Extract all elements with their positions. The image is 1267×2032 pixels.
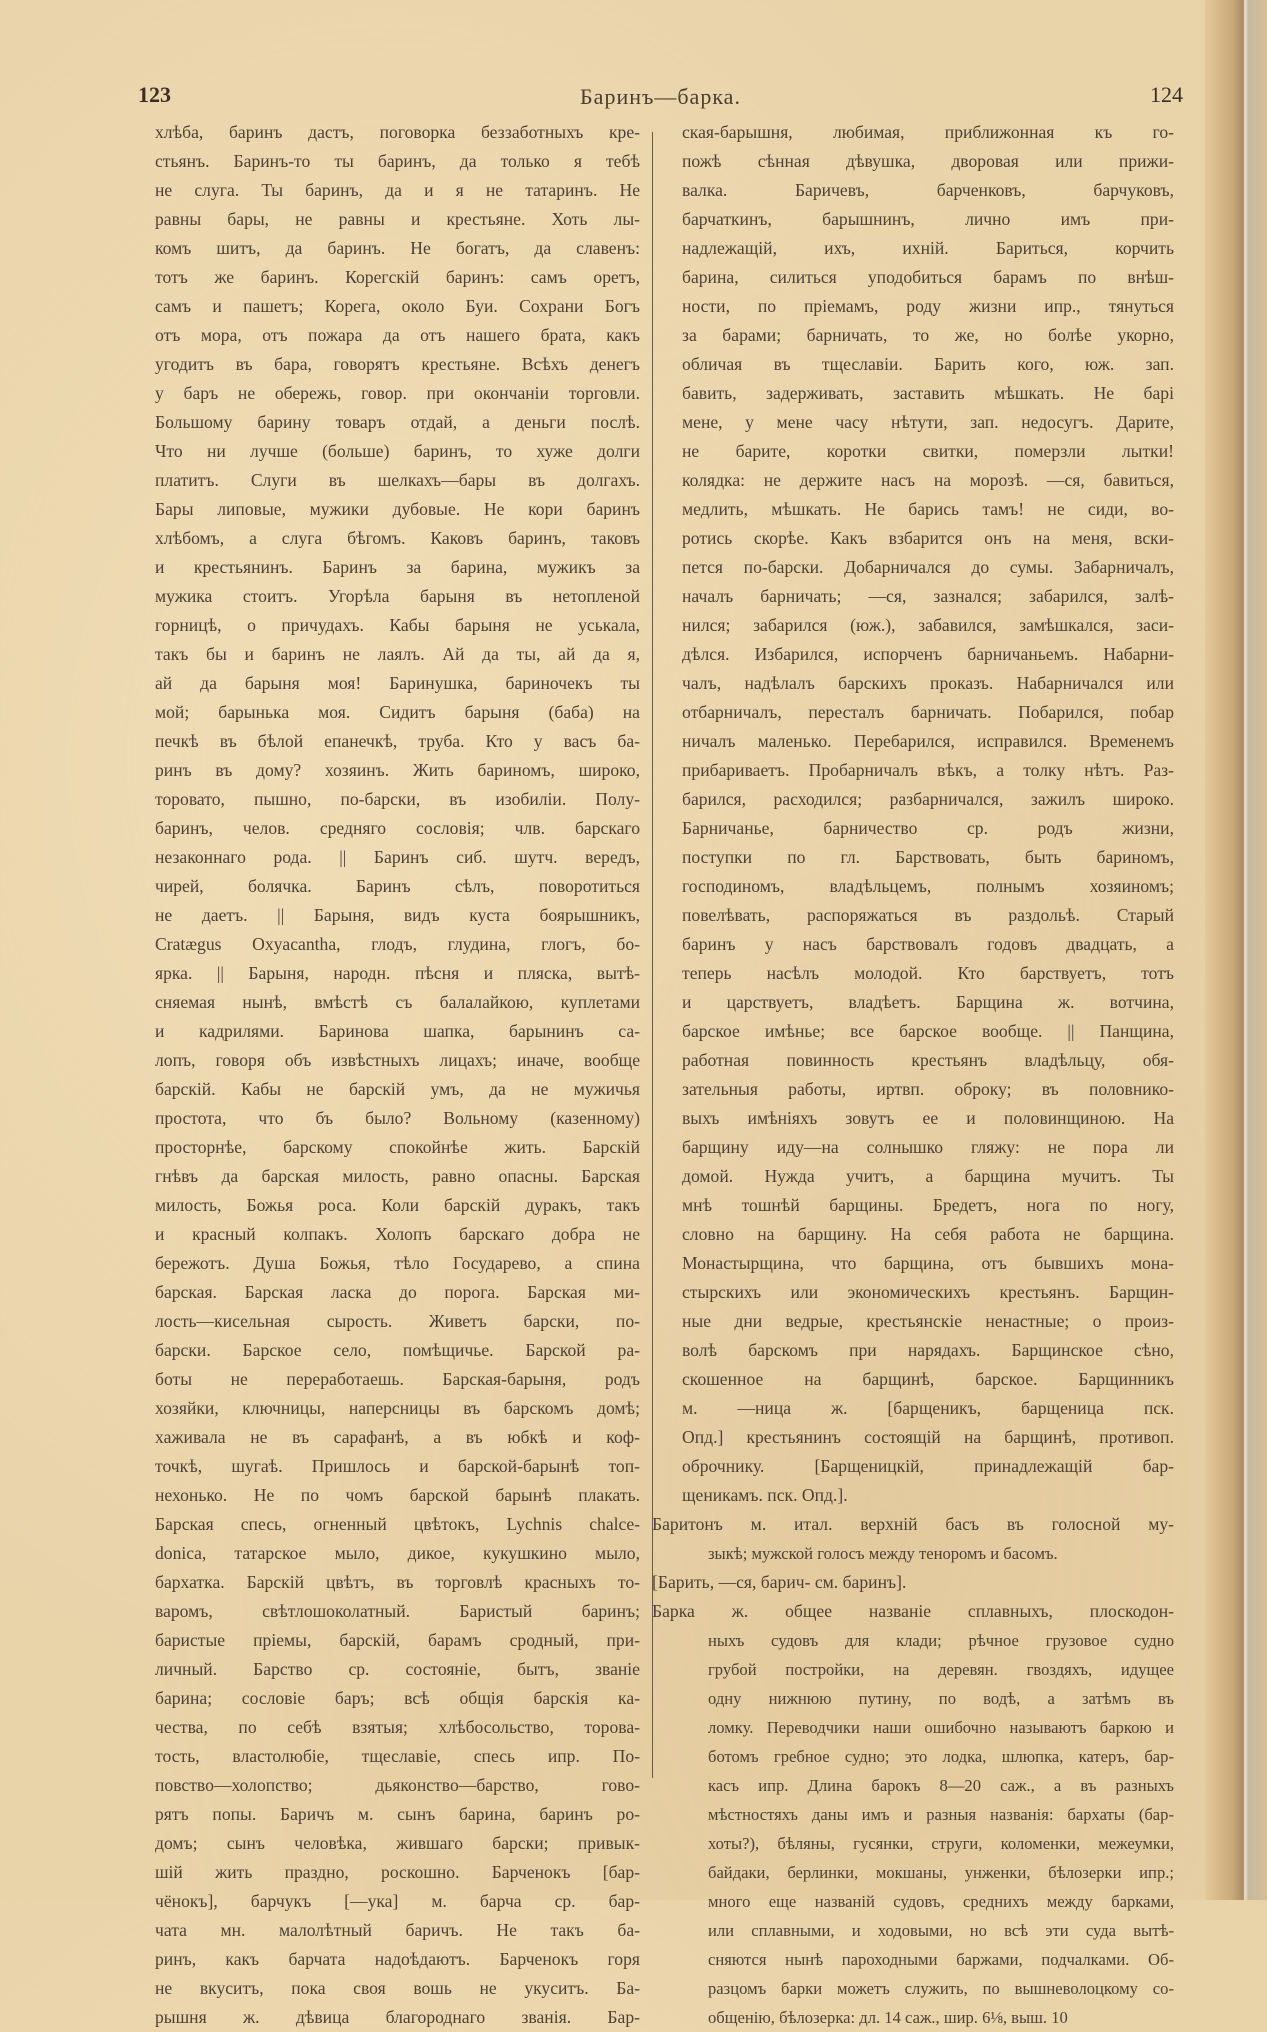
text-line: ская-барышня, любимая, приближонная къ го- bbox=[682, 122, 1174, 142]
text-line: за барами; барничать, то же, но болѣе укорно, bbox=[682, 325, 1174, 345]
text-line: рятъ попы. Баричъ м. сынъ барина, баринъ ро- bbox=[155, 1804, 640, 1824]
text-line: чалъ, надѣлалъ барскихъ проказъ. Набарничался или bbox=[682, 673, 1174, 693]
text-line: ломку. Переводчики наши ошибочно называютъ баркою и bbox=[708, 1718, 1174, 1737]
text-line: медлить, мѣшкать. Не барись тамъ! не сиди, во- bbox=[682, 499, 1174, 519]
text-line: барчаткинъ, барышнинъ, лично имъ при- bbox=[682, 209, 1174, 229]
text-line: такъ бы и баринъ не лаялъ. Ай да ты, ай да я, bbox=[155, 644, 640, 664]
text-line: дѣлся. Избарился, испорченъ барничаньемъ. Набарни- bbox=[682, 644, 1174, 664]
text-line: и красный колпакъ. Холопъ барскаго добра не bbox=[155, 1224, 640, 1244]
text-line: сняемая нынѣ, вмѣстѣ съ балалайкою, куплетами bbox=[155, 992, 640, 1012]
text-line: пется по-барски. Добарничался до сумы. Забарничалъ, bbox=[682, 557, 1174, 577]
text-line: личный. Барство ср. состояніе, бытъ, званіе bbox=[155, 1659, 640, 1679]
text-line: Барская спесь, огненный цвѣтокъ, Lychnis chalce- bbox=[155, 1514, 640, 1534]
text-line: мой; барынька моя. Сидитъ барыня (баба) на bbox=[155, 702, 640, 722]
text-line: щеникамъ. пск. Опд.]. bbox=[682, 1485, 848, 1505]
text-line: зыкѣ; мужской голосъ между теноромъ и басомъ. bbox=[708, 1544, 1058, 1563]
text-line: чёнокъ], барчукъ [—ука] м. барча ср. бар- bbox=[155, 1891, 640, 1911]
dictionary-entry bbox=[652, 1568, 1174, 1597]
text-line: равны бары, не равны и крестьяне. Хоть лы- bbox=[155, 209, 640, 229]
text-line: ныхъ судовъ для клади; рѣчное грузовое судно bbox=[708, 1631, 1174, 1650]
text-line: мѣстностяхъ даны имъ и разныя названія: бархаты (бар- bbox=[708, 1805, 1174, 1824]
text-line: много еще названій судовъ, среднихъ между барками, bbox=[708, 1892, 1174, 1911]
text-line: Монастырщина, что барщина, отъ бывшихъ мона- bbox=[682, 1253, 1174, 1273]
text-line: мужика стоитъ. Угорѣла барыня въ нетопленой bbox=[155, 586, 640, 606]
right-column bbox=[652, 118, 1174, 2032]
text-line: барскій. Кабы не барскій умъ, да не мужичья bbox=[155, 1079, 640, 1099]
text-line: общенію, бѣлозерка: дл. 14 саж., шир. 6⅛, выш. 10 bbox=[708, 2008, 1068, 2027]
text-line: комъ шитъ, да баринъ. Не богатъ, да славенъ: bbox=[155, 238, 640, 258]
page-number-left: 123 bbox=[138, 82, 171, 107]
text-line: ности, по пріемамъ, роду жизни ипр., тянуться bbox=[682, 296, 1174, 316]
text-line: незаконнаго рода. || Баринъ сиб. шутч. вередъ, bbox=[155, 847, 640, 867]
text-line: варомъ, свѣтлошоколатный. Баристый баринъ; bbox=[155, 1601, 640, 1621]
text-line: домъ; сынъ человѣка, жившаго барски; привык- bbox=[155, 1833, 640, 1853]
text-line: Барка ж. общее названіе сплавныхъ, плоскодон- bbox=[652, 1601, 1174, 1621]
text-line: барское имѣнье; все барское вообще. || Панщина, bbox=[682, 1021, 1174, 1041]
text-line: самъ и пашетъ; Корега, около Буи. Сохрани Богъ bbox=[155, 296, 640, 316]
text-line: не даетъ. || Барыня, видъ куста боярышникъ, bbox=[155, 905, 640, 925]
text-line: лость—кисельная сырость. Живетъ барски, по- bbox=[155, 1311, 640, 1331]
text-line: рышня ж. дѣвица благороднаго званія. Бар- bbox=[155, 2007, 640, 2027]
text-line: касъ ипр. Длина барокъ 8—20 саж., а въ разныхъ bbox=[708, 1776, 1174, 1795]
text-line: не слуга. Ты баринъ, да и я не татаринъ. Не bbox=[155, 180, 640, 200]
text-line: торовато, пышно, по-барски, въ изобиліи. Полу- bbox=[155, 789, 640, 809]
text-line: м. —ница ж. [барщеникъ, барщеница пск. bbox=[682, 1398, 1174, 1418]
text-line: не вкуситъ, пока своя вошь не укуситъ. Ба- bbox=[155, 1978, 640, 1998]
text-line: простота, что бъ было? Вольному (казенному) bbox=[155, 1108, 640, 1128]
text-line: повелѣвать, распоряжаться въ раздольѣ. Старый bbox=[682, 905, 1174, 925]
text-line: не барите, коротки свитки, померзли лытки! bbox=[682, 441, 1174, 461]
text-line: работная повинность крестьянъ владѣльцу, обя- bbox=[682, 1050, 1174, 1070]
text-line: платитъ. Слуги въ шелкахъ—бары въ долгахъ. bbox=[155, 470, 640, 490]
text-line: барина, силиться уподобиться барамъ по внѣш- bbox=[682, 267, 1174, 287]
running-head: Баринъ—барка. bbox=[580, 84, 741, 109]
text-line: и царствуетъ, владѣетъ. Барщина ж. вотчина, bbox=[682, 992, 1174, 1012]
text-line: барщину иду—на солнышко гляжу: не пора ли bbox=[682, 1137, 1174, 1157]
text-line: ай да барыня моя! Баринушка, бариночекъ ты bbox=[155, 673, 640, 693]
text-line: боты не переработаешь. Барская-барыня, родъ bbox=[155, 1369, 640, 1389]
text-line: нехонько. Не по чомъ барской барынѣ плакать. bbox=[155, 1485, 640, 1505]
text-line: горницѣ, о причудахъ. Кабы барыня не уськала, bbox=[155, 615, 640, 635]
text-line: просторнѣе, барскому спокойнѣе жить. Барскій bbox=[155, 1137, 640, 1157]
text-line: волѣ барскомъ при нарядахъ. Барщинское сѣно, bbox=[682, 1340, 1174, 1360]
text-line: началъ барничать; —ся, зазнался; забарился, залѣ- bbox=[682, 586, 1174, 606]
text-line: угодитъ въ бара, говорятъ крестьяне. Всѣхъ денегъ bbox=[155, 354, 640, 374]
text-line: ринъ, какъ барчата надоѣдаютъ. Барченокъ горя bbox=[155, 1949, 640, 1969]
text-line: бархатка. Барскій цвѣтъ, въ торговлѣ красныхъ то- bbox=[155, 1572, 640, 1592]
text-line: [Барить, —ся, барич- см. баринъ]. bbox=[652, 1572, 907, 1592]
text-line: Что ни лучше (больше) баринъ, то хуже долги bbox=[155, 441, 640, 461]
text-line: бережотъ. Душа Божья, тѣло Государево, а спина bbox=[155, 1253, 640, 1273]
text-line: гнѣвъ да барская милость, равно опасны. Барская bbox=[155, 1166, 640, 1186]
text-line: ринъ въ дому? хозяинъ. Жить бариномъ, широко, bbox=[155, 760, 640, 780]
text-line: обличая въ тщеславіи. Барить кого, юж. зап. bbox=[682, 354, 1174, 374]
text-line: милость, Божья роса. Коли барскій дуракъ, такъ bbox=[155, 1195, 640, 1215]
text-line: лопъ, говоря объ извѣстныхъ лицахъ; иначе, вообще bbox=[155, 1050, 640, 1070]
page-header bbox=[138, 82, 1183, 112]
text-line: тость, властолюбіе, тщеславіе, спесь ипр. По- bbox=[155, 1746, 640, 1766]
text-line: прибариваетъ. Пробарничалъ вѣкъ, а толку нѣтъ. Раз- bbox=[682, 760, 1174, 780]
text-line: нился; забарился (юж.), забавился, замѣшкался, заси- bbox=[682, 615, 1174, 635]
text-line: зательныя работы, иртвп. оброку; въ половнико- bbox=[682, 1079, 1174, 1099]
text-line: отбарничалъ, пересталъ барничать. Побарился, побар bbox=[682, 702, 1174, 722]
text-line: Баритонъ м. итал. верхній басъ въ голосной му- bbox=[652, 1514, 1174, 1534]
text-line: чата мн. малолѣтный баричъ. Не такъ ба- bbox=[155, 1920, 640, 1940]
text-line: оброчнику. [Барщеницкій, принадлежащій бар- bbox=[682, 1456, 1174, 1476]
text-line: хозяйки, ключницы, наперсницы въ барскомъ домѣ; bbox=[155, 1398, 640, 1418]
text-line: валка. Баричевъ, барченковъ, барчуковъ, bbox=[682, 180, 1174, 200]
text-line: у баръ не обережь, говор. при окончаніи торговли. bbox=[155, 383, 640, 403]
text-line: одну нижнюю путину, по водѣ, а затѣмъ въ bbox=[708, 1689, 1174, 1708]
text-line: барски. Барское село, помѣщичье. Барской ра- bbox=[155, 1340, 640, 1360]
text-line: или сплавными, и ходовыми, но всѣ эти суда вытѣ- bbox=[708, 1921, 1174, 1940]
text-line: барская. Барская ласка до порога. Барская ми- bbox=[155, 1282, 640, 1302]
text-line: Опд.] крестьянинъ состоящій на барщинѣ, противоп. bbox=[682, 1427, 1174, 1447]
text-line: баринъ у насъ барствовалъ годовъ двадцать, а bbox=[682, 934, 1174, 954]
text-line: сняются нынѣ пароходными баржами, подчалками. Об- bbox=[708, 1950, 1174, 1969]
text-line: баринъ, челов. средняго сословія; члв. барскаго bbox=[155, 818, 640, 838]
text-line: теперь насѣлъ молодой. Кто барствуетъ, тотъ bbox=[682, 963, 1174, 983]
text-line: мнѣ тошнѣй барщины. Бредетъ, нога по ногу, bbox=[682, 1195, 1174, 1215]
text-line: точкѣ, шугаѣ. Пришлось и барской-барынѣ топ- bbox=[155, 1456, 640, 1476]
text-line: домой. Нужда учитъ, а барщина мучитъ. Ты bbox=[682, 1166, 1174, 1186]
text-line: словно на барщину. На себя работа не барщина. bbox=[682, 1224, 1174, 1244]
text-line: колядка: не держите насъ на морозѣ. —ся, бавиться, bbox=[682, 470, 1174, 490]
text-line: хлѣба, баринъ дастъ, поговорка беззаботныхъ кре- bbox=[155, 122, 640, 142]
text-line: стырскихъ или экономическихъ крестьянъ. Барщин- bbox=[682, 1282, 1174, 1302]
text-line: Большому барину товаръ отдай, а деньги послѣ. bbox=[155, 412, 640, 432]
text-line: байдаки, берлинки, мокшаны, унженки, бѣлозерки ипр.; bbox=[708, 1863, 1174, 1882]
text-line: чества, по себѣ взятыя; хлѣбосольство, торова- bbox=[155, 1717, 640, 1737]
book-gutter-shadow bbox=[1205, 0, 1267, 1900]
text-line: баристые пріемы, барскій, барамъ сродный, при- bbox=[155, 1630, 640, 1650]
text-line: мене, у мене часу нѣтути, зап. недосугъ. Дарите, bbox=[682, 412, 1174, 432]
text-line: повство—холопство; дьяконство—барство, гово- bbox=[155, 1775, 640, 1795]
text-line: выхъ имѣніяхъ зовутъ ее и половинщиною. На bbox=[682, 1108, 1174, 1128]
text-line: donica, татарское мыло, дикое, кукушкино мыло, bbox=[155, 1543, 640, 1563]
text-line: бавить, задерживать, заставить мѣшкать. Не барі bbox=[682, 383, 1174, 403]
text-line: хаживала не въ сарафанѣ, а въ юбкѣ и коф- bbox=[155, 1427, 640, 1447]
dictionary-entry bbox=[652, 1597, 1174, 2032]
text-line: Барничанье, барничество ср. родъ жизни, bbox=[682, 818, 1174, 838]
text-line: поступки по гл. Барствовать, быть бариномъ, bbox=[682, 847, 1174, 867]
text-line: ничалъ маленько. Перебарился, исправился. Временемъ bbox=[682, 731, 1174, 751]
text-line: тотъ же баринъ. Корегскій баринъ: самъ оретъ, bbox=[155, 267, 640, 287]
text-line: ботомъ гребное судно; это лодка, шлюпка, катеръ, бар- bbox=[708, 1747, 1174, 1766]
text-line: ротись скорѣе. Какъ взбарится онъ на меня, вски- bbox=[682, 528, 1174, 548]
text-line: надлежащій, ихъ, ихній. Бариться, корчить bbox=[682, 238, 1174, 258]
text-line: печкѣ въ бѣлой епанечкѣ, труба. Кто у васъ ба- bbox=[155, 731, 640, 751]
text-line: и крестьянинъ. Баринъ за барина, мужикъ за bbox=[155, 557, 640, 577]
text-line: чирей, болячка. Баринъ сѣлъ, поворотиться bbox=[155, 876, 640, 896]
text-line: барился, расходился; разбарничался, зажилъ широко. bbox=[682, 789, 1174, 809]
page-number-right: 124 bbox=[1150, 82, 1183, 107]
text-line: барина; сословіе баръ; всѣ общія барскія ка- bbox=[155, 1688, 640, 1708]
text-line: стьянъ. Баринъ-то ты баринъ, да только я тебѣ bbox=[155, 151, 640, 171]
text-line: отъ мора, отъ пожара да отъ нашего брата, какъ bbox=[155, 325, 640, 345]
text-line: ярка. || Барыня, народн. пѣсня и пляска, вытѣ- bbox=[155, 963, 640, 983]
text-line: скошенное на барщинѣ, барское. Барщинникъ bbox=[682, 1369, 1174, 1389]
text-line: ные дни ведрые, крестьянскіе ненастные; о произ- bbox=[682, 1311, 1174, 1331]
dictionary-entry bbox=[652, 1510, 1174, 1568]
text-line: Cratægus Oxyacantha, глодъ, глудина, глогъ, бо- bbox=[155, 934, 640, 954]
text-line: пожѣ сѣнная дѣвушка, дворовая или прижи- bbox=[682, 151, 1174, 171]
text-line: грубой постройки, на деревян. гвоздяхъ, идущее bbox=[708, 1660, 1174, 1679]
text-line: господиномъ, владѣльцемъ, полнымъ хозяиномъ; bbox=[682, 876, 1174, 896]
text-line: Бары липовые, мужики дубовые. Не кори баринъ bbox=[155, 499, 640, 519]
text-line: хлѣбомъ, а слуга бѣгомъ. Каковъ баринъ, таковъ bbox=[155, 528, 640, 548]
text-line: разцомъ барки можетъ служить, по вышневолоцкому со- bbox=[708, 1979, 1174, 1998]
left-column bbox=[155, 118, 640, 2032]
text-line: шій жить праздно, роскошно. Барченокъ [бар- bbox=[155, 1862, 640, 1882]
text-line: хоты?), бѣляны, гусянки, струги, коломенки, межеумки, bbox=[708, 1834, 1174, 1853]
text-line: и кадрилями. Баринова шапка, барынинъ са- bbox=[155, 1021, 640, 1041]
